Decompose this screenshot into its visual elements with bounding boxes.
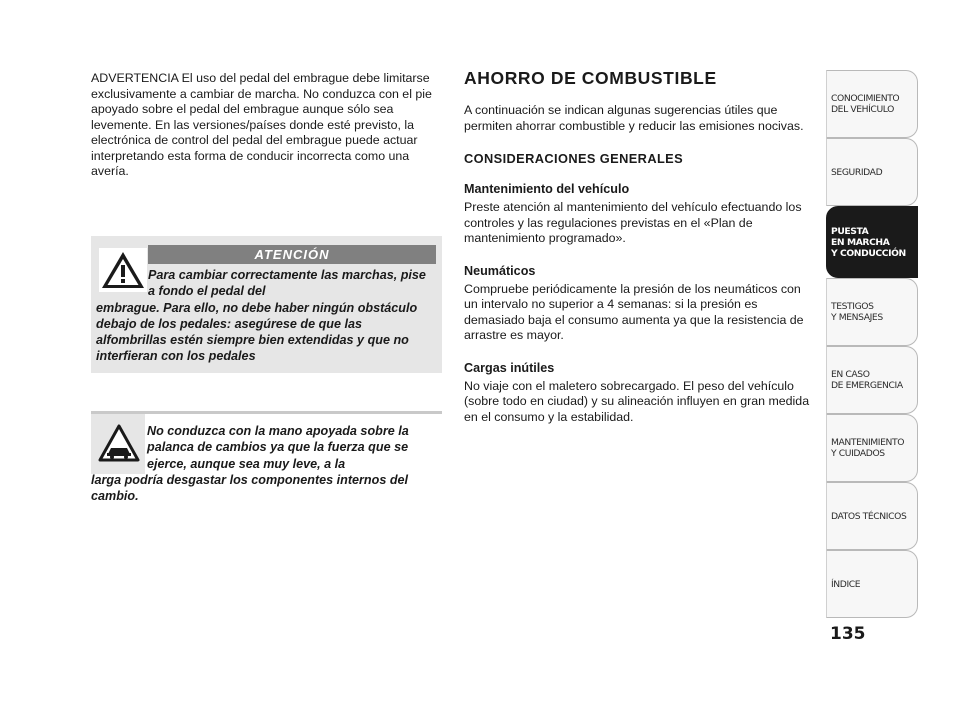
tab-testigos-y-mensajes[interactable] bbox=[826, 278, 918, 346]
tab-label: TESTIGOS Y MENSAJES bbox=[831, 301, 883, 323]
subsection-heading-loads: Cargas inútiles bbox=[464, 360, 555, 375]
fuel-saving-section bbox=[464, 68, 810, 425]
subsection-text-maintenance: Preste atención al mantenimiento del vehículo efectuando los controles y las regulaciones previstas en el «Plan de mantenimiento programado». bbox=[464, 200, 802, 245]
tab-datos-tecnicos[interactable] bbox=[826, 482, 918, 550]
tab-label: CONOCIMIENTO DEL VEHÍCULO bbox=[831, 93, 900, 115]
subsection-heading-tyres: Neumáticos bbox=[464, 263, 536, 278]
environment-note-rest: larga podría desgastar los componentes internos del cambio. bbox=[91, 472, 409, 504]
environment-note-body bbox=[91, 423, 436, 504]
tab-label: MANTENIMIENTO Y CUIDADOS bbox=[831, 437, 905, 459]
tab-label: ÍNDICE bbox=[831, 578, 861, 590]
tab-label: PUESTA EN MARCHA Y CONDUCCIÓN bbox=[831, 225, 906, 259]
page-title: AHORRO DE COMBUSTIBLE bbox=[464, 68, 717, 88]
page-number: 135 bbox=[830, 624, 866, 644]
attention-box bbox=[91, 236, 442, 373]
tab-mantenimiento-y-cuidados[interactable] bbox=[826, 414, 918, 482]
attention-body bbox=[96, 267, 436, 365]
attention-lead: Para cambiar correctamente las marchas, pise a fondo el pedal del bbox=[148, 268, 426, 299]
subsection-heading-maintenance: Mantenimiento del vehículo bbox=[464, 182, 630, 196]
attention-rest: embrague. Para ello, no debe haber ningún obstáculo debajo de los pedales: asegúrese de que las alfombrillas estén siempre bien extendidas y que no interfieran con los pedales bbox=[96, 300, 418, 364]
tab-label: DATOS TÉCNICOS bbox=[831, 510, 907, 522]
tab-indice[interactable] bbox=[826, 550, 918, 618]
intro-paragraph: A continuación se indican algunas sugerencias útiles que permiten ahorrar combustible y reducir las emisiones nocivas. bbox=[464, 103, 804, 133]
attention-header: ATENCIÓN bbox=[148, 245, 436, 264]
tab-puesta-en-marcha-active[interactable] bbox=[826, 206, 918, 278]
environment-note-lead: No conduzca con la mano apoyada sobre la palanca de cambios ya que la fuerza que se ejerce, aunque sea muy leve, a la bbox=[147, 424, 409, 471]
tab-en-caso-de-emergencia[interactable] bbox=[826, 346, 918, 414]
tab-label: EN CASO DE EMERGENCIA bbox=[831, 369, 903, 391]
subsection-text-tyres: Compruebe periódicamente la presión de los neumáticos con un intervalo no superior a 4 semanas: si la presión es demasiado baja el consumo aumenta ya que la resistencia de arrastre es mayor. bbox=[464, 281, 804, 342]
environment-note-box bbox=[91, 411, 442, 509]
section-heading: CONSIDERACIONES GENERALES bbox=[464, 151, 684, 166]
clutch-warning-text: ADVERTENCIA El uso del pedal del embrague debe limitarse exclusivamente a cambiar de marcha. No conduzca con el pie apoyado sobre el pedal del embrague aunque sólo sea levemente. En las versiones/países donde esté previsto, la electrónica de control del pedal del embrague puede actuar interpretando esta forma de conducir incorrecta como una avería. bbox=[91, 71, 432, 178]
tab-conocimiento-del-vehiculo[interactable] bbox=[826, 70, 918, 138]
subsection-text-loads: No viaje con el maletero sobrecargado. El peso del vehículo (sobre todo en ciudad) y su alineación influyen en gran medida en el consumo y la estabilidad. bbox=[464, 378, 810, 424]
tab-label: SEGURIDAD bbox=[831, 166, 883, 178]
tab-seguridad[interactable] bbox=[826, 138, 918, 206]
